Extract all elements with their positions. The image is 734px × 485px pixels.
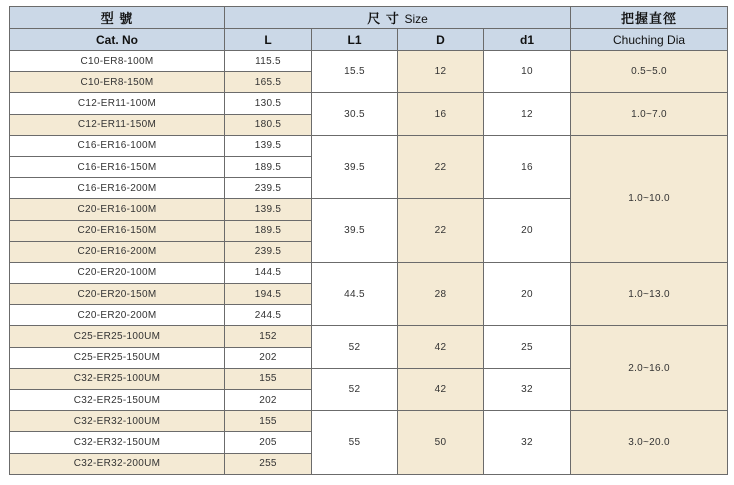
cat-no-cell: C12-ER11-150M <box>10 114 225 135</box>
col-L1-header: L1 <box>312 29 398 51</box>
cat-no-cell: C10-ER8-100M <box>10 51 225 72</box>
cat-no-header-en: Cat. No <box>10 29 225 51</box>
cat-no-cell: C32-ER32-200UM <box>10 453 225 474</box>
col-D-header: D <box>398 29 484 51</box>
table-row <box>10 135 728 156</box>
d-cell: 50 <box>398 411 484 475</box>
cat-no-cell: C32-ER25-100UM <box>10 368 225 389</box>
length-cell: 130.5 <box>225 93 312 114</box>
cat-no-cell: C25-ER25-100UM <box>10 326 225 347</box>
l1-cell: 52 <box>312 368 398 410</box>
cat-no-cell: C16-ER16-100M <box>10 135 225 156</box>
cat-no-header-cn: 型 號 <box>10 7 225 29</box>
length-cell: 139.5 <box>225 199 312 220</box>
length-cell: 244.5 <box>225 305 312 326</box>
table-row <box>10 262 728 283</box>
l1-cell: 30.5 <box>312 93 398 135</box>
header-row-sub <box>10 29 728 51</box>
d1-cell: 20 <box>484 199 571 263</box>
l1-cell: 55 <box>312 411 398 475</box>
cat-no-cell: C32-ER32-100UM <box>10 411 225 432</box>
grip-range-cell: 1.0~13.0 <box>571 262 728 326</box>
cat-no-cell: C20-ER16-150M <box>10 220 225 241</box>
grip-range-cell: 3.0~20.0 <box>571 411 728 475</box>
d1-cell: 16 <box>484 135 571 199</box>
cat-no-cell: C20-ER20-150M <box>10 284 225 305</box>
length-cell: 165.5 <box>225 72 312 93</box>
length-cell: 139.5 <box>225 135 312 156</box>
l1-cell: 15.5 <box>312 51 398 93</box>
length-cell: 239.5 <box>225 241 312 262</box>
cat-no-cell: C25-ER25-150UM <box>10 347 225 368</box>
length-cell: 155 <box>225 368 312 389</box>
l1-cell: 52 <box>312 326 398 368</box>
d-cell: 42 <box>398 326 484 368</box>
table-row <box>10 93 728 114</box>
grip-header-en: Chuching Dia <box>571 29 728 51</box>
d1-cell: 12 <box>484 93 571 135</box>
grip-header-cn: 把握直徑 <box>571 7 728 29</box>
d-cell: 22 <box>398 135 484 199</box>
size-header-en: Size <box>404 12 428 26</box>
table-row <box>10 326 728 347</box>
table-row <box>10 51 728 72</box>
length-cell: 205 <box>225 432 312 453</box>
spec-table <box>9 6 728 475</box>
cat-no-cell: C20-ER20-200M <box>10 305 225 326</box>
d-cell: 16 <box>398 93 484 135</box>
d-cell: 12 <box>398 51 484 93</box>
d1-cell: 32 <box>484 411 571 475</box>
header-row-top <box>10 7 728 29</box>
length-cell: 115.5 <box>225 51 312 72</box>
length-cell: 144.5 <box>225 262 312 283</box>
grip-range-cell: 1.0~10.0 <box>571 135 728 262</box>
d-cell: 28 <box>398 262 484 326</box>
cat-no-cell: C16-ER16-200M <box>10 178 225 199</box>
length-cell: 239.5 <box>225 178 312 199</box>
table-row <box>10 411 728 432</box>
length-cell: 194.5 <box>225 284 312 305</box>
length-cell: 152 <box>225 326 312 347</box>
length-cell: 202 <box>225 347 312 368</box>
d-cell: 22 <box>398 199 484 263</box>
length-cell: 202 <box>225 390 312 411</box>
length-cell: 189.5 <box>225 220 312 241</box>
d1-cell: 25 <box>484 326 571 368</box>
length-cell: 180.5 <box>225 114 312 135</box>
length-cell: 255 <box>225 453 312 474</box>
cat-no-cell: C20-ER16-100M <box>10 199 225 220</box>
col-d1-header: d1 <box>484 29 571 51</box>
cat-no-cell: C12-ER11-100M <box>10 93 225 114</box>
cat-no-cell: C10-ER8-150M <box>10 72 225 93</box>
grip-range-cell: 2.0~16.0 <box>571 326 728 411</box>
d1-cell: 10 <box>484 51 571 93</box>
d1-cell: 32 <box>484 368 571 410</box>
l1-cell: 39.5 <box>312 199 398 263</box>
size-header <box>225 7 571 29</box>
grip-range-cell: 0.5~5.0 <box>571 51 728 93</box>
d1-cell: 20 <box>484 262 571 326</box>
cat-no-cell: C16-ER16-150M <box>10 156 225 177</box>
cat-no-cell: C32-ER32-150UM <box>10 432 225 453</box>
d-cell: 42 <box>398 368 484 410</box>
col-L-header: L <box>225 29 312 51</box>
length-cell: 189.5 <box>225 156 312 177</box>
cat-no-cell: C20-ER16-200M <box>10 241 225 262</box>
cat-no-cell: C32-ER25-150UM <box>10 390 225 411</box>
size-header-cn: 尺 寸 <box>367 11 400 26</box>
l1-cell: 44.5 <box>312 262 398 326</box>
grip-range-cell: 1.0~7.0 <box>571 93 728 135</box>
length-cell: 155 <box>225 411 312 432</box>
cat-no-cell: C20-ER20-100M <box>10 262 225 283</box>
l1-cell: 39.5 <box>312 135 398 199</box>
